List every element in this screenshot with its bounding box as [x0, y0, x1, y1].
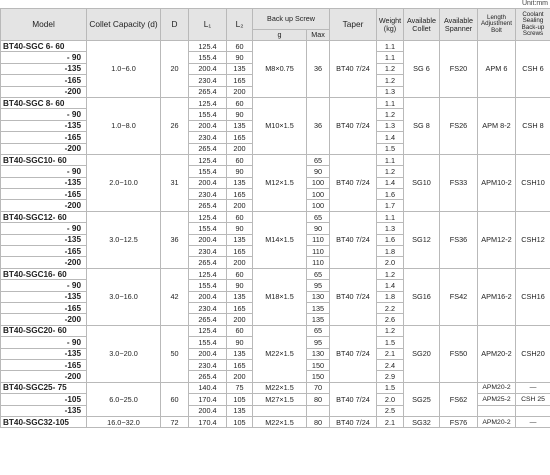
collet-capacity-cell: 3.0−20.0: [87, 325, 161, 382]
l2-cell: 135: [227, 234, 253, 245]
header-available-spanner: Available Spanner: [440, 9, 478, 41]
weight-cell: 2.0: [377, 394, 404, 405]
weight-cell: 1.2: [377, 325, 404, 336]
weight-cell: 1.1: [377, 97, 404, 108]
model-cell: - 90: [1, 223, 87, 234]
l1-cell: 200.4: [189, 120, 227, 131]
l2-cell: 90: [227, 337, 253, 348]
d-cell: 36: [161, 211, 189, 268]
screw-g-cell: M22×1.5: [253, 325, 307, 382]
model-cell: -165: [1, 189, 87, 200]
model-cell: -200: [1, 257, 87, 268]
weight-cell: 2.0: [377, 257, 404, 268]
l1-cell: 125.4: [189, 97, 227, 108]
taper-cell: BT40 7/24: [330, 382, 377, 416]
screw-max-cell: 110: [307, 257, 330, 268]
weight-cell: 2.6: [377, 314, 404, 325]
screw-max-cell: 100: [307, 189, 330, 200]
l2-cell: 60: [227, 41, 253, 52]
d-cell: 50: [161, 325, 189, 382]
model-cell: - 90: [1, 52, 87, 63]
l2-cell: 165: [227, 189, 253, 200]
weight-cell: 1.7: [377, 200, 404, 211]
header-weight: Weight (kg): [377, 9, 404, 41]
l1-cell: 125.4: [189, 268, 227, 279]
l2-cell: 60: [227, 268, 253, 279]
screw-g-cell: M22×1.5: [253, 416, 307, 427]
unit-label: Unit:mm: [521, 0, 548, 7]
header-l2: L₂: [227, 9, 253, 41]
screw-max-cell: 90: [307, 223, 330, 234]
adjustment-bolt-cell: APM12-2: [478, 211, 516, 268]
screw-max-cell: 130: [307, 348, 330, 359]
screw-g-cell: M18×1.5: [253, 268, 307, 325]
taper-cell: BT40 7/24: [330, 325, 377, 382]
table-row: [1, 211, 550, 222]
table-row: [1, 41, 550, 52]
model-cell: -105: [1, 394, 87, 405]
header-l1: L₁: [189, 9, 227, 41]
d-cell: 20: [161, 41, 189, 98]
available-collet-cell: SG 6: [404, 41, 440, 98]
screw-max-cell: 65: [307, 325, 330, 336]
l1-cell: 200.4: [189, 63, 227, 74]
model-cell: -135: [1, 177, 87, 188]
l2-cell: 135: [227, 291, 253, 302]
available-spanner-cell: FS26: [440, 97, 478, 154]
collet-capacity-cell: 6.0−25.0: [87, 382, 161, 416]
screw-max-cell: [307, 405, 330, 416]
table-row: [1, 154, 550, 165]
l2-cell: 165: [227, 75, 253, 86]
header-back-up-screw: Back up Screw: [253, 9, 330, 30]
screw-max-cell: 110: [307, 246, 330, 257]
l2-cell: 60: [227, 325, 253, 336]
weight-cell: 1.6: [377, 234, 404, 245]
screw-max-cell: 65: [307, 211, 330, 222]
l1-cell: 265.4: [189, 257, 227, 268]
model-cell: -135: [1, 234, 87, 245]
model-cell: - 90: [1, 337, 87, 348]
model-cell: BT40-SGC 8- 60: [1, 97, 87, 108]
l2-cell: 165: [227, 359, 253, 370]
l1-cell: 200.4: [189, 291, 227, 302]
l2-cell: 165: [227, 132, 253, 143]
coolant-screw-cell: CSH20: [516, 325, 550, 382]
model-cell: -135: [1, 405, 87, 416]
l2-cell: 90: [227, 109, 253, 120]
model-cell: BT40-SGC16- 60: [1, 268, 87, 279]
coolant-screw-cell: —: [516, 416, 550, 427]
header-d: D: [161, 9, 189, 41]
d-cell: 42: [161, 268, 189, 325]
l2-cell: 200: [227, 200, 253, 211]
d-cell: 60: [161, 382, 189, 416]
model-cell: -165: [1, 75, 87, 86]
model-cell: - 90: [1, 109, 87, 120]
model-cell: -135: [1, 63, 87, 74]
l2-cell: 135: [227, 120, 253, 131]
l1-cell: 230.4: [189, 302, 227, 313]
screw-max-cell: 95: [307, 280, 330, 291]
weight-cell: 1.2: [377, 63, 404, 74]
l1-cell: 230.4: [189, 246, 227, 257]
screw-max-cell: 65: [307, 268, 330, 279]
weight-cell: 1.8: [377, 246, 404, 257]
table-row: [1, 382, 550, 393]
available-spanner-cell: FS36: [440, 211, 478, 268]
coolant-screw-cell: CSH 6: [516, 41, 550, 98]
screw-g-cell: M22×1.5: [253, 382, 307, 393]
weight-cell: 1.3: [377, 120, 404, 131]
available-collet-cell: SG12: [404, 211, 440, 268]
l1-cell: 170.4: [189, 416, 227, 427]
l1-cell: 155.4: [189, 109, 227, 120]
model-cell: - 90: [1, 280, 87, 291]
available-collet-cell: SG25: [404, 382, 440, 416]
header-max: Max: [307, 30, 330, 41]
l1-cell: 140.4: [189, 382, 227, 393]
l1-cell: 125.4: [189, 211, 227, 222]
model-cell: -165: [1, 359, 87, 370]
model-cell: -135: [1, 348, 87, 359]
l1-cell: 155.4: [189, 52, 227, 63]
screw-max-cell: 65: [307, 154, 330, 165]
l1-cell: 230.4: [189, 132, 227, 143]
l2-cell: 165: [227, 302, 253, 313]
l2-cell: 75: [227, 382, 253, 393]
model-cell: -200: [1, 86, 87, 97]
model-cell: -135: [1, 291, 87, 302]
screw-max-cell: 70: [307, 382, 330, 393]
weight-cell: 1.2: [377, 109, 404, 120]
screw-max-cell: 150: [307, 359, 330, 370]
available-spanner-cell: FS76: [440, 416, 478, 427]
weight-cell: 1.2: [377, 75, 404, 86]
available-spanner-cell: FS62: [440, 382, 478, 416]
screw-max-cell: 36: [307, 41, 330, 98]
l1-cell: 265.4: [189, 371, 227, 382]
weight-cell: 1.8: [377, 291, 404, 302]
model-cell: BT40-SGC20- 60: [1, 325, 87, 336]
table-row: [1, 325, 550, 336]
l1-cell: 155.4: [189, 223, 227, 234]
model-cell: BT40-SGC25- 75: [1, 382, 87, 393]
weight-cell: 1.4: [377, 280, 404, 291]
l2-cell: 90: [227, 52, 253, 63]
coolant-screw-cell: —: [516, 382, 550, 393]
screw-max-cell: 100: [307, 177, 330, 188]
model-cell: -135: [1, 120, 87, 131]
l1-cell: 155.4: [189, 166, 227, 177]
header-taper: Taper: [330, 9, 377, 41]
screw-g-cell: [253, 405, 307, 416]
l1-cell: 230.4: [189, 359, 227, 370]
weight-cell: 1.1: [377, 211, 404, 222]
taper-cell: BT40 7/24: [330, 416, 377, 427]
available-spanner-cell: FS20: [440, 41, 478, 98]
adjustment-bolt-cell: APM20-2: [478, 382, 516, 393]
weight-cell: 1.3: [377, 223, 404, 234]
model-cell: - 90: [1, 166, 87, 177]
model-cell: -165: [1, 132, 87, 143]
table-row: [1, 268, 550, 279]
l2-cell: 135: [227, 177, 253, 188]
model-cell: -165: [1, 302, 87, 313]
table-row: [1, 97, 550, 108]
l2-cell: 105: [227, 416, 253, 427]
l1-cell: 265.4: [189, 86, 227, 97]
adjustment-bolt-cell: [478, 405, 516, 416]
weight-cell: 2.4: [377, 359, 404, 370]
model-cell: BT40-SGC10- 60: [1, 154, 87, 165]
screw-max-cell: 80: [307, 416, 330, 427]
l1-cell: 200.4: [189, 405, 227, 416]
available-spanner-cell: FS33: [440, 154, 478, 211]
screw-g-cell: M14×1.5: [253, 211, 307, 268]
l2-cell: 60: [227, 154, 253, 165]
header-g: g: [253, 30, 307, 41]
adjustment-bolt-cell: APM20-2: [478, 325, 516, 382]
model-cell: BT40-SGC 6- 60: [1, 41, 87, 52]
l2-cell: 165: [227, 246, 253, 257]
l2-cell: 90: [227, 166, 253, 177]
screw-max-cell: 135: [307, 302, 330, 313]
l2-cell: 200: [227, 86, 253, 97]
collet-capacity-cell: 16.0−32.0: [87, 416, 161, 427]
collet-capacity-cell: 3.0−16.0: [87, 268, 161, 325]
screw-max-cell: 100: [307, 200, 330, 211]
l1-cell: 230.4: [189, 189, 227, 200]
l2-cell: 60: [227, 97, 253, 108]
collet-capacity-cell: 1.0−6.0: [87, 41, 161, 98]
l2-cell: 200: [227, 314, 253, 325]
taper-cell: BT40 7/24: [330, 154, 377, 211]
screw-max-cell: 130: [307, 291, 330, 302]
l2-cell: 135: [227, 405, 253, 416]
adjustment-bolt-cell: APM20-2: [478, 416, 516, 427]
available-spanner-cell: FS42: [440, 268, 478, 325]
model-cell: -165: [1, 246, 87, 257]
l2-cell: 200: [227, 371, 253, 382]
coolant-screw-cell: CSH 25: [516, 394, 550, 405]
model-cell: -200: [1, 200, 87, 211]
screw-max-cell: 36: [307, 97, 330, 154]
weight-cell: 1.1: [377, 154, 404, 165]
model-cell: BT40-SGC32-105: [1, 416, 87, 427]
l2-cell: 90: [227, 223, 253, 234]
screw-max-cell: 95: [307, 337, 330, 348]
l2-cell: 60: [227, 211, 253, 222]
available-collet-cell: SG10: [404, 154, 440, 211]
adjustment-bolt-cell: APM 8-2: [478, 97, 516, 154]
screw-g-cell: M27×1.5: [253, 394, 307, 405]
weight-cell: 2.9: [377, 371, 404, 382]
weight-cell: 2.5: [377, 405, 404, 416]
screw-g-cell: M12×1.5: [253, 154, 307, 211]
header-available-collet: Available Collet: [404, 9, 440, 41]
l1-cell: 200.4: [189, 177, 227, 188]
screw-max-cell: 110: [307, 234, 330, 245]
l2-cell: 90: [227, 280, 253, 291]
l1-cell: 200.4: [189, 234, 227, 245]
weight-cell: 2.2: [377, 302, 404, 313]
l1-cell: 155.4: [189, 280, 227, 291]
l2-cell: 135: [227, 63, 253, 74]
adjustment-bolt-cell: APM 6: [478, 41, 516, 98]
weight-cell: 1.5: [377, 337, 404, 348]
available-collet-cell: SG 8: [404, 97, 440, 154]
available-spanner-cell: FS50: [440, 325, 478, 382]
l1-cell: 265.4: [189, 143, 227, 154]
taper-cell: BT40 7/24: [330, 41, 377, 98]
coolant-screw-cell: CSH 8: [516, 97, 550, 154]
weight-cell: 1.2: [377, 268, 404, 279]
taper-cell: BT40 7/24: [330, 97, 377, 154]
collet-capacity-cell: 2.0−10.0: [87, 154, 161, 211]
coolant-screw-cell: CSH12: [516, 211, 550, 268]
adjustment-bolt-cell: APM16-2: [478, 268, 516, 325]
weight-cell: 1.4: [377, 132, 404, 143]
weight-cell: 1.4: [377, 177, 404, 188]
l1-cell: 265.4: [189, 200, 227, 211]
d-cell: 31: [161, 154, 189, 211]
weight-cell: 1.5: [377, 382, 404, 393]
header-length-adjustment-bolt: Length Adjustment Bolt: [478, 9, 516, 41]
header-collet-capacity: Collet Capacity (d): [87, 9, 161, 41]
screw-max-cell: 150: [307, 371, 330, 382]
l2-cell: 200: [227, 257, 253, 268]
l2-cell: 135: [227, 348, 253, 359]
screw-max-cell: 80: [307, 394, 330, 405]
d-cell: 72: [161, 416, 189, 427]
model-cell: -200: [1, 371, 87, 382]
screw-max-cell: 135: [307, 314, 330, 325]
taper-cell: BT40 7/24: [330, 268, 377, 325]
l1-cell: 200.4: [189, 348, 227, 359]
l1-cell: 125.4: [189, 325, 227, 336]
l1-cell: 265.4: [189, 314, 227, 325]
header-coolant-sealing-screws: Coolant Sealing Back-up Screws: [516, 9, 550, 41]
l1-cell: 155.4: [189, 337, 227, 348]
weight-cell: 1.6: [377, 189, 404, 200]
model-cell: BT40-SGC12- 60: [1, 211, 87, 222]
weight-cell: 1.5: [377, 143, 404, 154]
screw-g-cell: M10×1.5: [253, 97, 307, 154]
weight-cell: 1.1: [377, 41, 404, 52]
l1-cell: 125.4: [189, 41, 227, 52]
adjustment-bolt-cell: APM25-2: [478, 394, 516, 405]
l2-cell: 105: [227, 394, 253, 405]
weight-cell: 1.3: [377, 86, 404, 97]
l1-cell: 170.4: [189, 394, 227, 405]
coolant-screw-cell: CSH10: [516, 154, 550, 211]
coolant-screw-cell: [516, 405, 550, 416]
collet-capacity-cell: 1.0−8.0: [87, 97, 161, 154]
model-cell: -200: [1, 143, 87, 154]
available-collet-cell: SG20: [404, 325, 440, 382]
spec-table: [0, 8, 550, 428]
l1-cell: 230.4: [189, 75, 227, 86]
coolant-screw-cell: CSH16: [516, 268, 550, 325]
l2-cell: 200: [227, 143, 253, 154]
table-row: [1, 416, 550, 427]
model-cell: -200: [1, 314, 87, 325]
weight-cell: 1.1: [377, 52, 404, 63]
weight-cell: 2.1: [377, 348, 404, 359]
weight-cell: 1.2: [377, 166, 404, 177]
d-cell: 26: [161, 97, 189, 154]
collet-capacity-cell: 3.0−12.5: [87, 211, 161, 268]
screw-max-cell: 90: [307, 166, 330, 177]
taper-cell: BT40 7/24: [330, 211, 377, 268]
available-collet-cell: SG16: [404, 268, 440, 325]
header-model: Model: [1, 9, 87, 41]
adjustment-bolt-cell: APM10-2: [478, 154, 516, 211]
screw-g-cell: M8×0.75: [253, 41, 307, 98]
l1-cell: 125.4: [189, 154, 227, 165]
available-collet-cell: SG32: [404, 416, 440, 427]
weight-cell: 2.1: [377, 416, 404, 427]
